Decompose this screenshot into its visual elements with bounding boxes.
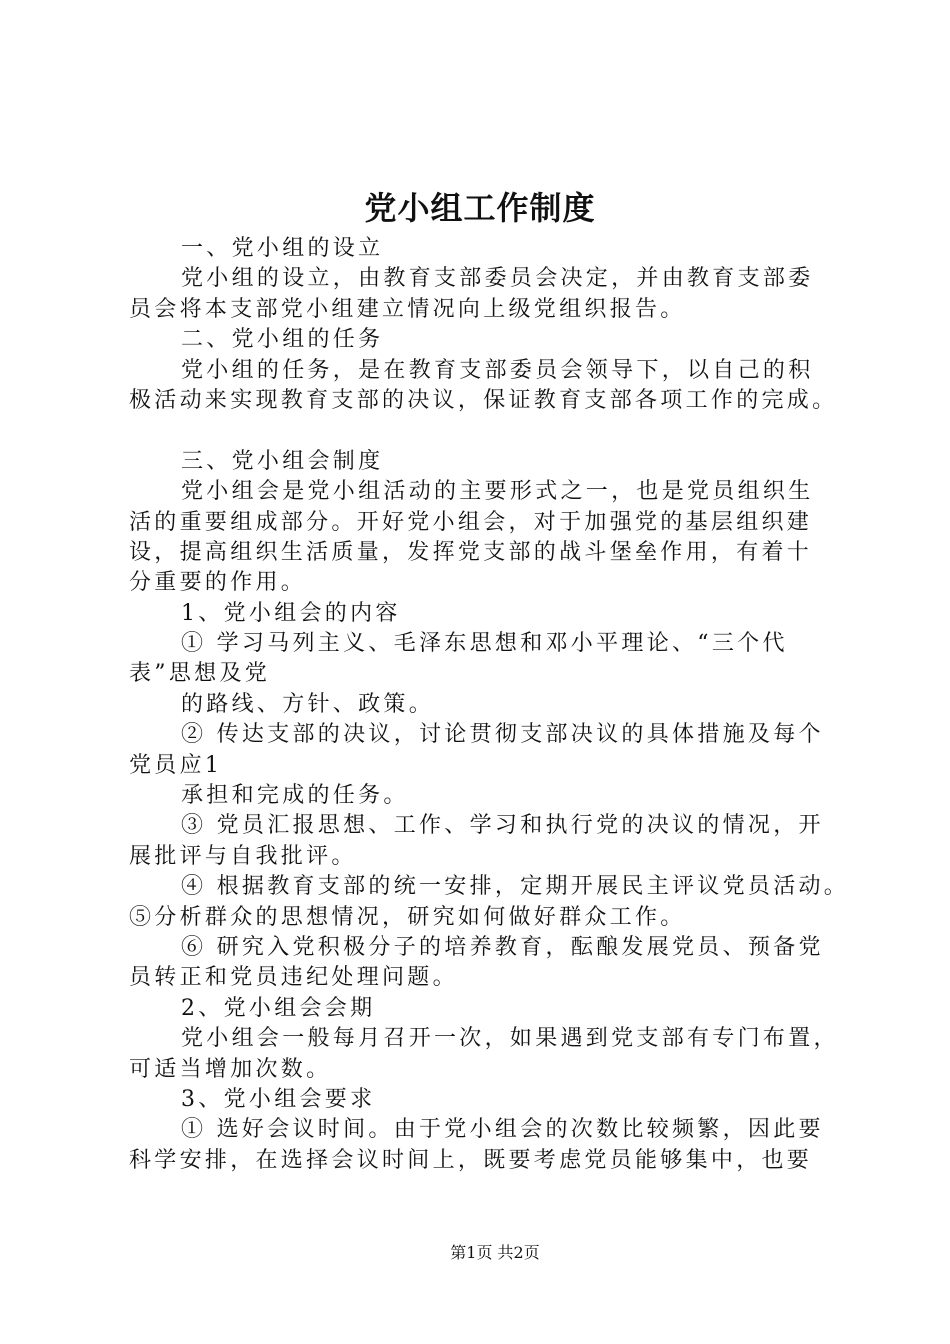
paragraph-line: 3、党小组会要求: [181, 1086, 376, 1112]
paragraph-line: 的路线、方针、政策。: [181, 691, 435, 717]
paragraph-line: 党小组的设立，由教育支部委员会决定，并由教育支部委: [181, 266, 814, 292]
paragraph-line: 展批评与自我批评。: [129, 843, 357, 869]
paragraph-line: 科学安排，在选择会议时间上，既要考虑党员能够集中，也要: [129, 1147, 813, 1173]
paragraph-line: 设，提高组织生活质量，发挥党支部的战斗堡垒作用，有着十: [129, 539, 813, 565]
blank-line: [129, 416, 839, 446]
paragraph-line: 活的重要组成部分。开好党小组会，对于加强党的基层组织建: [129, 509, 813, 535]
page-footer: 第1页 共2页: [450, 1243, 540, 1262]
paragraph-line: 党员应1: [129, 752, 223, 778]
paragraph-line: ④ 根据教育支部的统一安排，定期开展民主评议党员活动。: [181, 874, 850, 900]
paragraph-line: ② 传达支部的决议，讨论贯彻支部决议的具体措施及每个: [181, 722, 824, 748]
paragraph-line: 表”思想及党: [129, 661, 271, 687]
document-body: [129, 234, 850, 1176]
paragraph-line: ③ 党员汇报思想、工作、学习和执行党的决议的情况，开: [181, 813, 824, 839]
paragraph-line: 承担和完成的任务。: [181, 783, 409, 809]
paragraph-line: ⑥ 研究入党积极分子的培养教育，酝酿发展党员、预备党: [181, 934, 824, 960]
paragraph-line: ① 学习马列主义、毛泽东思想和邓小平理论、“三个代: [181, 631, 788, 657]
paragraph-line: ⑤分析群众的思想情况，研究如何做好群众工作。: [129, 904, 686, 930]
paragraph-line: 员会将本支部党小组建立情况向上级党组织报告。: [129, 296, 686, 322]
paragraph-line: 1、党小组会的内容: [181, 600, 401, 626]
paragraph-line: 党小组会是党小组活动的主要形式之一，也是党员组织生: [181, 479, 814, 505]
paragraph-line: 一、党小组的设立: [181, 236, 384, 261]
document-title: 党小组工作制度: [364, 189, 596, 227]
paragraph-line: 可适当增加次数。: [129, 1056, 332, 1082]
paragraph-line: 2、党小组会会期: [181, 995, 376, 1021]
paragraph-line: 三、党小组会制度: [181, 448, 384, 474]
paragraph-line: ① 选好会议时间。由于党小组会的次数比较频繁，因此要: [181, 1117, 824, 1143]
paragraph-line: 分重要的作用。: [129, 570, 307, 596]
paragraph-line: 极活动来实现教育支部的决议，保证教育支部各项工作的完成。: [129, 387, 838, 413]
paragraph-line: 党小组会一般每月召开一次，如果遇到党支部有专门布置，: [181, 1026, 839, 1052]
paragraph-line: 党小组的任务，是在教育支部委员会领导下，以自己的积: [181, 357, 814, 383]
paragraph-line: 二、党小组的任务: [181, 327, 384, 353]
paragraph-line: 员转正和党员违纪处理问题。: [129, 965, 458, 991]
